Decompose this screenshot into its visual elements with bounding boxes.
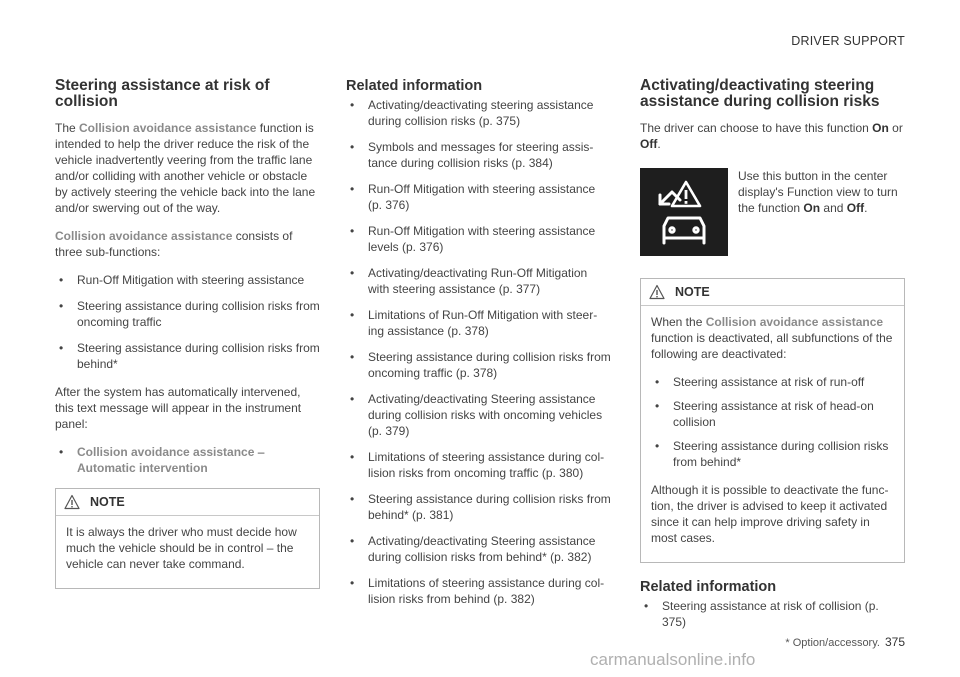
off-label: Off: [640, 137, 658, 151]
message-list: [55, 444, 320, 476]
related-link[interactable]: • Activating/deactivating Steering assistance during collision risks with oncoming vehicles (p. 379): [346, 391, 611, 439]
related-link[interactable]: • Activating/deactivating Run-Off Mitigation with steering assistance (p. 377): [346, 265, 611, 297]
page-footer: [785, 635, 905, 649]
note-header: [641, 279, 904, 306]
list-item: • Steering assistance during collision risks from behind*: [651, 438, 894, 470]
message-text: Automatic intervention: [77, 461, 208, 475]
consists-rest: consists of three sub-functions:: [55, 229, 293, 259]
related-link[interactable]: • Activating/deactivating steering assistance during collision risks (p. 375): [346, 97, 611, 129]
column-activating: [640, 78, 905, 642]
note-text: It is always the driver who must decide how much the vehicle should be in control – the vehicle can never take command.: [66, 525, 297, 571]
info-icon: [64, 494, 80, 510]
after-intervention-text: After the system has automatically intervened, this text message will appear in the instrument panel:: [55, 385, 302, 431]
subfunction-list: [55, 272, 320, 372]
intro-prefix: The: [55, 121, 80, 135]
column-steering-assistance: [55, 78, 320, 589]
related-link[interactable]: • Limitations of Run-Off Mitigation with steer-ing assistance (p. 378): [346, 307, 611, 339]
button-description: [738, 168, 905, 256]
note-intro: [651, 314, 894, 362]
related-link[interactable]: • Limitations of steering assistance during col-lision risks from behind (p. 382): [346, 575, 611, 607]
section-header: DRIVER SUPPORT: [791, 34, 905, 48]
related-link[interactable]: • Run-Off Mitigation with steering assistance (p. 376): [346, 181, 611, 213]
related-link[interactable]: • Symbols and messages for steering assis-tance during collision risks (p. 384): [346, 139, 611, 171]
period: .: [864, 201, 868, 215]
watermark: carmanualsonline.info: [590, 650, 756, 669]
list-item: • Steering assistance during collision risks from oncoming traffic: [55, 298, 320, 330]
collision-avoidance-button-image: [640, 168, 728, 256]
list-item: • Steering assistance at risk of run-off: [651, 374, 894, 390]
note-box: [55, 488, 320, 589]
function-name: Collision avoidance assistance: [55, 229, 233, 243]
period: .: [657, 137, 661, 151]
related-title: Related information: [346, 78, 483, 94]
related-links-list: [346, 97, 611, 607]
and-text: and: [820, 201, 847, 215]
deactivated-list: [651, 374, 894, 470]
off-label: Off: [846, 201, 865, 215]
intro-prefix: The driver can choose to have this function: [640, 121, 873, 135]
note-title: NOTE: [675, 285, 710, 299]
related-link[interactable]: • Steering assistance during collision risks from behind* (p. 381): [346, 491, 611, 523]
related-links-list: [640, 598, 905, 630]
related-link[interactable]: • Limitations of steering assistance during col-lision risks from oncoming traffic (p. 380): [346, 449, 611, 481]
note-header: [56, 489, 319, 516]
steering-collision-icon: [640, 168, 728, 256]
function-button-row: [640, 168, 905, 256]
note-body: [56, 516, 319, 588]
option-footnote: * Option/accessory.: [785, 637, 880, 649]
list-item: • Steering assistance at risk of head-on collision: [651, 398, 894, 430]
page-number: 375: [884, 635, 905, 649]
note-title: NOTE: [90, 495, 125, 509]
info-icon: [649, 284, 665, 300]
note-body: [641, 306, 904, 562]
intro-paragraph: [640, 120, 905, 152]
consists-paragraph: [55, 228, 320, 260]
button-text: Use this button in the center display's Function view to turn the function: [738, 169, 898, 215]
function-name: Collision avoidance assistance: [705, 315, 884, 329]
section-title: Steering assistance at risk of collision: [55, 77, 270, 110]
message-function-name: Collision avoidance assistance: [77, 445, 255, 459]
on-label: On: [803, 201, 821, 215]
intro-paragraph: [55, 120, 320, 216]
on-label: On: [872, 121, 889, 135]
list-item: • Run-Off Mitigation with steering assistance: [55, 272, 320, 288]
or-text: or: [888, 121, 903, 135]
related-link[interactable]: • Run-Off Mitigation with steering assistance levels (p. 376): [346, 223, 611, 255]
note-box: [640, 278, 905, 563]
intro-rest: function is intended to help the driver reduce the risk of the vehicle inadvertently veering from the traffic lane and/or colliding with another vehicle or obstacle by actively steering the vehicle back into the lane and/or swerving out of the way.: [55, 121, 316, 215]
related-link[interactable]: • Activating/deactivating Steering assistance during collision risks from behind* (p. 382): [346, 533, 611, 565]
column-related-information: [346, 78, 611, 619]
section-title: Activating/deactivating steering assistance during collision risks: [640, 77, 880, 110]
note-rest: function is deactivated, all subfunctions of the following are deactivated:: [651, 331, 893, 361]
related-title: Related information: [640, 579, 777, 595]
related-link[interactable]: • Steering assistance during collision risks from oncoming traffic (p. 378): [346, 349, 611, 381]
note-prefix: When the: [651, 315, 706, 329]
function-name: Collision avoidance assistance: [79, 121, 257, 135]
message-dash: –: [254, 445, 265, 459]
list-item: • Steering assistance during collision risks from behind*: [55, 340, 320, 372]
note-after: Although it is possible to deactivate the func-tion, the driver is advised to keep it activated since it can help improve driving safety in most cases.: [651, 483, 889, 545]
related-link[interactable]: • Steering assistance at risk of collision (p. 375): [640, 598, 905, 630]
list-item: [55, 444, 320, 476]
